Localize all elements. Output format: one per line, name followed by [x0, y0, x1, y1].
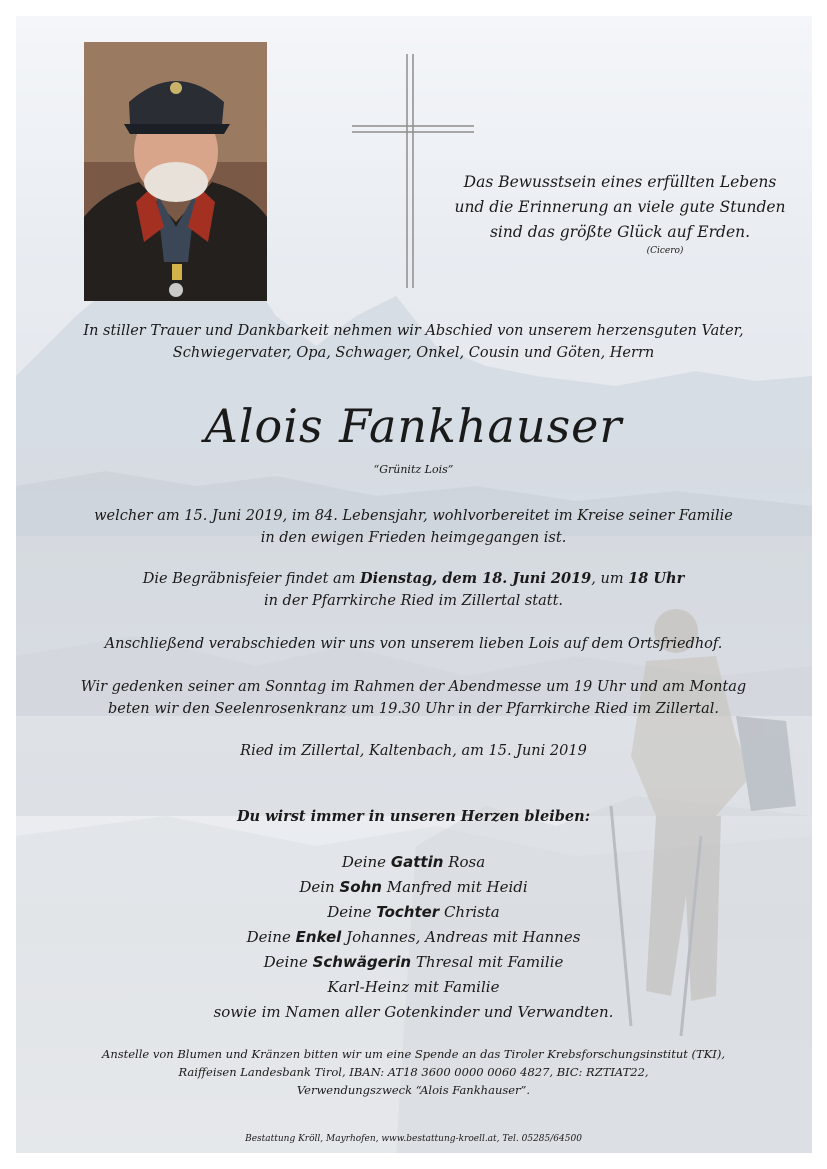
- footer: Bestattung Kröll, Mayrhofen, www.bestattung-kroell.at, Tel. 05285/64500: [245, 1134, 582, 1144]
- family-member: Deine Gattin Rosa: [341, 853, 486, 871]
- place-date: Ried im Zillertal, Kaltenbach, am 15. Juni 2019: [240, 743, 587, 759]
- funeral-line: Die Begräbnisfeier findet am Dienstag, dem 18. Juni 2019, um 18 Uhr: [142, 570, 685, 587]
- quote-line: und die Erinnerung an viele gute Stunden: [454, 198, 786, 216]
- deceased-nickname: “Grünitz Lois”: [373, 463, 454, 476]
- funeral-date: Dienstag, dem 18. Juni 2019: [360, 570, 592, 587]
- funeral-location: in der Pfarrkirche Ried im Zillertal statt.: [263, 593, 564, 609]
- cemetery-info: Anschließend verabschieden wir uns von unserem lieben Lois auf dem Ortsfriedhof.: [104, 636, 723, 652]
- quote-line: Das Bewusstsein eines erfüllten Lebens: [463, 173, 777, 191]
- quote-source: (Cicero): [646, 246, 684, 256]
- intro-line: In stiller Trauer und Dankbarkeit nehmen wir Abschied von unserem herzensguten Vater,: [83, 323, 744, 339]
- mass-line: Wir gedenken seiner am Sonntag im Rahmen der Abendmesse um 19 Uhr und am Montag: [80, 679, 747, 695]
- family-extra: Karl-Heinz mit Familie: [327, 978, 500, 996]
- intro-text: [0, 320, 827, 364]
- deceased-name: Alois Fankhauser: [204, 399, 623, 453]
- death-notice: [0, 505, 827, 549]
- portrait-image: [84, 42, 267, 301]
- intro-line: Schwiegervater, Opa, Schwager, Onkel, Cousin und Göten, Herrn: [172, 345, 655, 361]
- death-line: in den ewigen Frieden heimgegangen ist.: [260, 530, 567, 546]
- family-member: Deine Schwägerin Thresal mit Familie: [263, 953, 564, 971]
- portrait-photo: [84, 42, 267, 301]
- funeral-info: [0, 568, 827, 612]
- quote-line: sind das größte Glück auf Erden.: [489, 223, 751, 241]
- mass-line: beten wir den Seelenrosenkranz um 19.30 Uhr in der Pfarrkirche Ried im Zillertal.: [107, 701, 720, 717]
- donation-line: Verwendungszweck “Alois Fankhauser”.: [296, 1083, 531, 1097]
- family-member: Deine Tochter Christa: [327, 903, 500, 921]
- family-extra: sowie im Namen aller Gotenkinder und Verwandten.: [213, 1003, 614, 1021]
- donation-info: [0, 1045, 827, 1099]
- family-member: Deine Enkel Johannes, Andreas mit Hannes: [246, 928, 581, 946]
- death-line: welcher am 15. Juni 2019, im 84. Lebensjahr, wohlvorbereitet im Kreise seiner Familie: [94, 508, 733, 524]
- motto: Du wirst immer in unseren Herzen bleiben:: [236, 808, 591, 825]
- funeral-time: 18 Uhr: [628, 570, 685, 587]
- family-member: Dein Sohn Manfred mit Heidi: [299, 878, 528, 896]
- mass-info: [0, 676, 827, 720]
- quote-block: [430, 170, 810, 256]
- donation-line: Raiffeisen Landesbank Tirol, IBAN: AT18 3600 0000 0060 4827, BIC: RZTIAT22,: [178, 1065, 649, 1079]
- donation-line: Anstelle von Blumen und Kränzen bitten wir um eine Spende an das Tiroler Krebsforschungsinstitut (TKI),: [102, 1047, 725, 1061]
- family-list: [0, 850, 827, 1025]
